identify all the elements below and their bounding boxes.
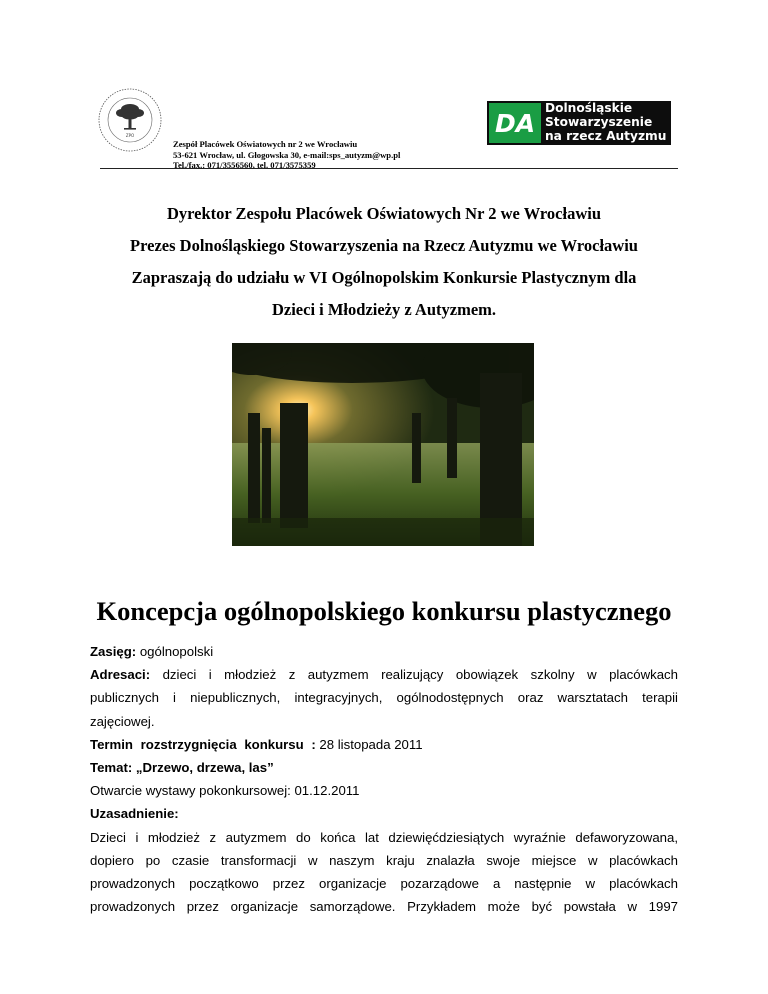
recipients-line-2: publicznych i niepublicznych, integracyjnych, ogólnodostępnych oraz warsztatach terapii (90, 690, 678, 706)
da-letters-icon (489, 103, 541, 143)
logo-line-3: na rzecz Autyzmu (545, 128, 667, 143)
school-phone: Tel./fax.: 071/3556560, tel. 071/3575359 (173, 160, 316, 170)
recipients-label: Adresaci: (90, 667, 151, 683)
school-contact-block (173, 139, 400, 171)
justification-label: Uzasadnienie: (90, 806, 179, 822)
justification-line-2: dopiero po czasie transformacji w naszym kraju znalazła swoje miejsce w placówkach (90, 852, 678, 868)
scope-value: ogólnopolski (136, 644, 214, 659)
justification-line-4: prowadzonych przez organizacje samorządowe. Przykładem może być powstała w 1997 (90, 899, 678, 915)
svg-text:ZPO: ZPO (125, 133, 135, 138)
logo-mark-text: DA (494, 109, 536, 138)
theme-line: Temat: „Drzewo, drzewa, las” (90, 759, 274, 775)
header-divider (100, 168, 678, 169)
school-address: 53-621 Wrocław, ul. Głogowska 30, e-mail:sps_autyzm@wp.pl (173, 149, 401, 160)
recipients-text-1: dzieci i młodzież z autyzmem realizujący obowiązek szkolny w placówkach (150, 667, 678, 683)
invitation-line-4: Dzieci i Młodzieży z Autyzmem. (271, 300, 497, 319)
school-seal-tree-icon (97, 87, 163, 153)
invitation-line-2: Prezes Dolnośląskiego Stowarzyszenia na Rzecz Autyzmu we Wrocławiu (130, 236, 638, 255)
deadline-value: 28 listopada 2011 (315, 736, 423, 752)
scope-label: Zasięg: (90, 644, 137, 659)
document-title: Koncepcja ogólnopolskiego konkursu plastycznego (96, 596, 672, 626)
logo-line-1: Dolnośląskie (545, 101, 633, 115)
recipients-line-3: zajęciowej. (90, 713, 155, 729)
exhibition-opening-line: Otwarcie wystawy pokonkursowej: 01.12.2011 (90, 783, 360, 799)
deadline-label: Termin rozstrzygnięcia konkursu : (90, 736, 316, 752)
justification-line-1: Dzieci i młodzież z autyzmem do końca lat dziewięćdziesiątych wyraźnie defaworyzowana, (90, 829, 678, 845)
deadline-line (90, 733, 678, 756)
logo-line-2: Stowarzyszenie (545, 114, 653, 129)
forest-photo (232, 343, 534, 546)
justification-line-3: prowadzonych początkowo przez organizacje pozarządowe a następnie w placówkach (90, 875, 678, 891)
school-name: Zespół Placówek Oświatowych nr 2 we Wrocławiu (173, 139, 358, 149)
recipients-line-1 (90, 663, 678, 686)
invitation-line-3: Zapraszają do udziału w VI Ogólnopolskim Konkursie Plastycznym dla (131, 268, 637, 287)
invitation-block (0, 198, 768, 326)
invitation-line-1: Dyrektor Zespołu Placówek Oświatowych Nr 2 we Wrocławiu (166, 204, 602, 223)
scope-line (90, 640, 678, 663)
da-logo-icon (489, 103, 541, 143)
association-logo (487, 101, 671, 145)
document-body (90, 640, 678, 918)
logo-wordmark (545, 102, 666, 143)
